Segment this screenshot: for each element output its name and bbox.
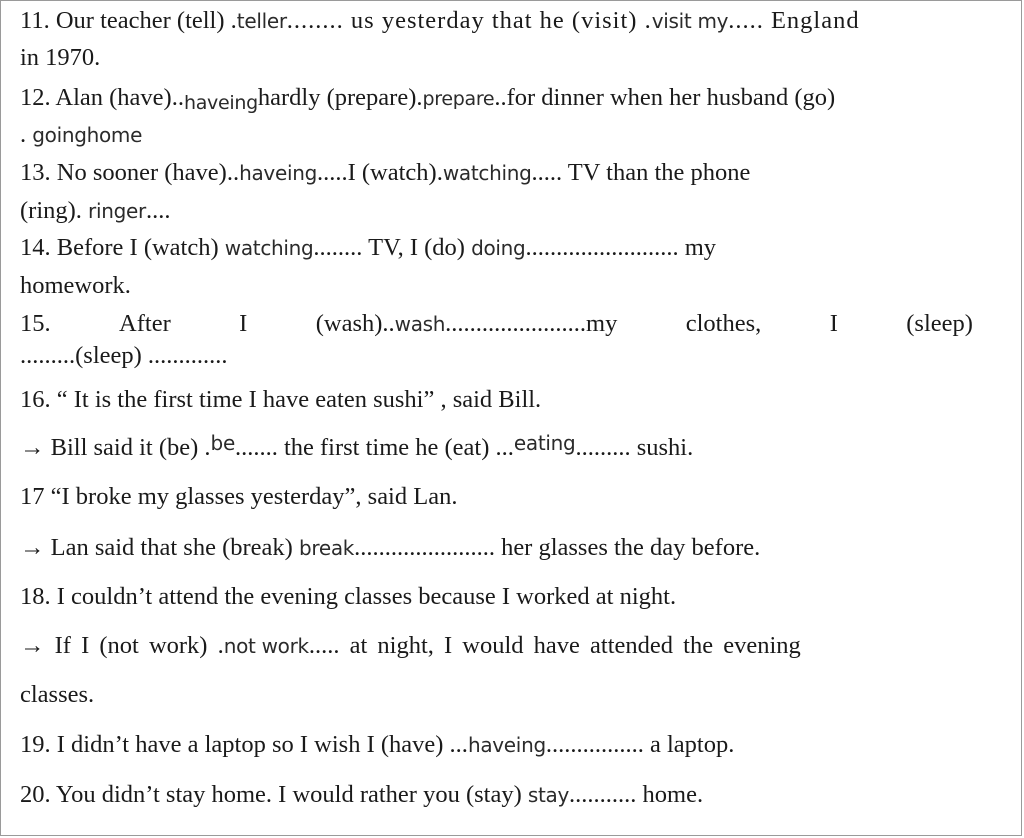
q12-answer-have: haveing — [183, 92, 258, 114]
q14-prompt-end: ......................... my — [525, 234, 717, 261]
q18-prompt-tail: classes. — [20, 681, 95, 708]
q11-answer-visit: visit my — [651, 9, 729, 33]
q15-word-clothes: clothes, — [685, 310, 762, 337]
q15-wash-group — [316, 309, 618, 339]
q13-prompt-mid: .....I (watch). — [316, 159, 443, 186]
q20-prompt: 20. You didn’t stay home. I would rather you (stay) — [20, 781, 522, 808]
q12-line1 — [20, 83, 973, 114]
q17-statement-text: “I broke my glasses yesterday”, said Lan. — [50, 483, 458, 510]
q15-word-after: After — [119, 310, 171, 337]
q20-answer-stay: stay — [527, 783, 570, 807]
q18-answer-not-work: not work — [223, 634, 309, 658]
q16-prompt-mid: ....... the first time he (eat) ... — [234, 434, 514, 461]
q11-prompt-tail: in 1970. — [20, 44, 101, 71]
q15-answer-wash: wash — [394, 312, 446, 336]
q12-answer-prepare: prepare — [422, 88, 495, 110]
q19-line — [20, 730, 973, 760]
q16-prompt-end: ......... sushi. — [575, 434, 694, 461]
q13-prompt: 13. No sooner (have).. — [20, 159, 240, 186]
q15-word-wash: (wash).. — [315, 310, 395, 337]
q16-statement — [20, 385, 973, 415]
q18-prompt-end: ..... at night, I would have attended the evening — [308, 632, 801, 659]
q12-dot: . — [20, 121, 27, 148]
q20-prompt-end: ........... home. — [569, 781, 704, 808]
q14-prompt: 14. Before I (watch) — [20, 234, 219, 261]
q11-prompt: 11. Our teacher (tell) . — [20, 7, 237, 34]
q17-number: 17 — [20, 483, 51, 510]
q18-statement-text: 18. I couldn’t attend the evening classes because I worked at night. — [20, 583, 677, 610]
q14-line2 — [20, 271, 973, 301]
q11-answer-tell: teller — [236, 9, 287, 33]
q12-answer-go: goinghome — [32, 123, 143, 147]
q11-line1 — [20, 6, 973, 36]
q13-prompt-end: ..... TV than the phone — [531, 159, 751, 186]
q18-line3 — [20, 680, 973, 710]
q15-dots-left: ......... — [20, 342, 76, 369]
q18-prompt: → If I (not work) . — [20, 632, 224, 659]
q16-prompt: → Bill said it (be) . — [20, 434, 211, 461]
q19-prompt: 19. I didn’t have a laptop so I wish I (have) ... — [20, 731, 468, 758]
q14-prompt-tail: homework. — [20, 272, 131, 299]
q12-prompt-end: ..for dinner when her husband (go) — [494, 84, 836, 111]
q13-answer-ring: ringer — [88, 199, 146, 223]
q18-line2 — [20, 631, 973, 661]
q14-answer-watch: watching — [224, 236, 314, 260]
q13-prompt-ring: (ring). — [20, 197, 82, 224]
q17-statement — [20, 482, 973, 512]
q12-prompt-mid: hardly (prepare). — [257, 84, 423, 111]
q15-line2 — [20, 341, 973, 371]
q17-prompt-end: ....................... her glasses the day before. — [354, 534, 761, 561]
q19-answer-have: haveing — [467, 733, 546, 757]
q16-answer-eat: eating — [513, 431, 576, 455]
q15-number: 15. — [20, 310, 51, 337]
q15-word-i2: I — [829, 310, 838, 337]
q15-dots-my: .......................my — [445, 310, 618, 337]
q11-prompt-mid: ........ us yesterday that he (visit) . — [286, 7, 652, 34]
q15-word-i: I — [239, 310, 248, 337]
q14-prompt-mid: ........ TV, I (do) — [313, 234, 465, 261]
q11-prompt-end: ..... England — [728, 7, 860, 34]
q16-statement-text: 16. “ It is the first time I have eaten sushi” , said Bill. — [20, 386, 542, 413]
q17-line2 — [20, 533, 973, 563]
q12-prompt: 12. Alan (have).. — [20, 84, 184, 111]
q12-line2 — [20, 120, 973, 150]
q13-line1 — [20, 158, 973, 188]
q15-word-sleep: (sleep) — [906, 310, 973, 337]
q20-line — [20, 780, 973, 810]
q13-dots: .... — [145, 197, 171, 224]
q17-answer-break: break — [298, 536, 355, 560]
q15-dots-right: ............. — [147, 342, 228, 369]
q18-statement — [20, 582, 973, 612]
q13-line2 — [20, 196, 973, 226]
q14-line1 — [20, 233, 973, 263]
q11-line2 — [20, 43, 973, 73]
q16-answer-be: be — [210, 431, 235, 455]
q13-answer-watch: watching — [442, 161, 532, 185]
q17-prompt: → Lan said that she (break) — [20, 534, 293, 561]
q16-line2 — [20, 433, 973, 463]
q15-sleep-handwritten: (sleep) — [75, 342, 142, 369]
q14-answer-do: doing — [471, 236, 526, 260]
q19-prompt-end: ................ a laptop. — [545, 731, 735, 758]
q13-answer-have: haveing — [239, 161, 317, 185]
q15-line1 — [20, 309, 973, 339]
